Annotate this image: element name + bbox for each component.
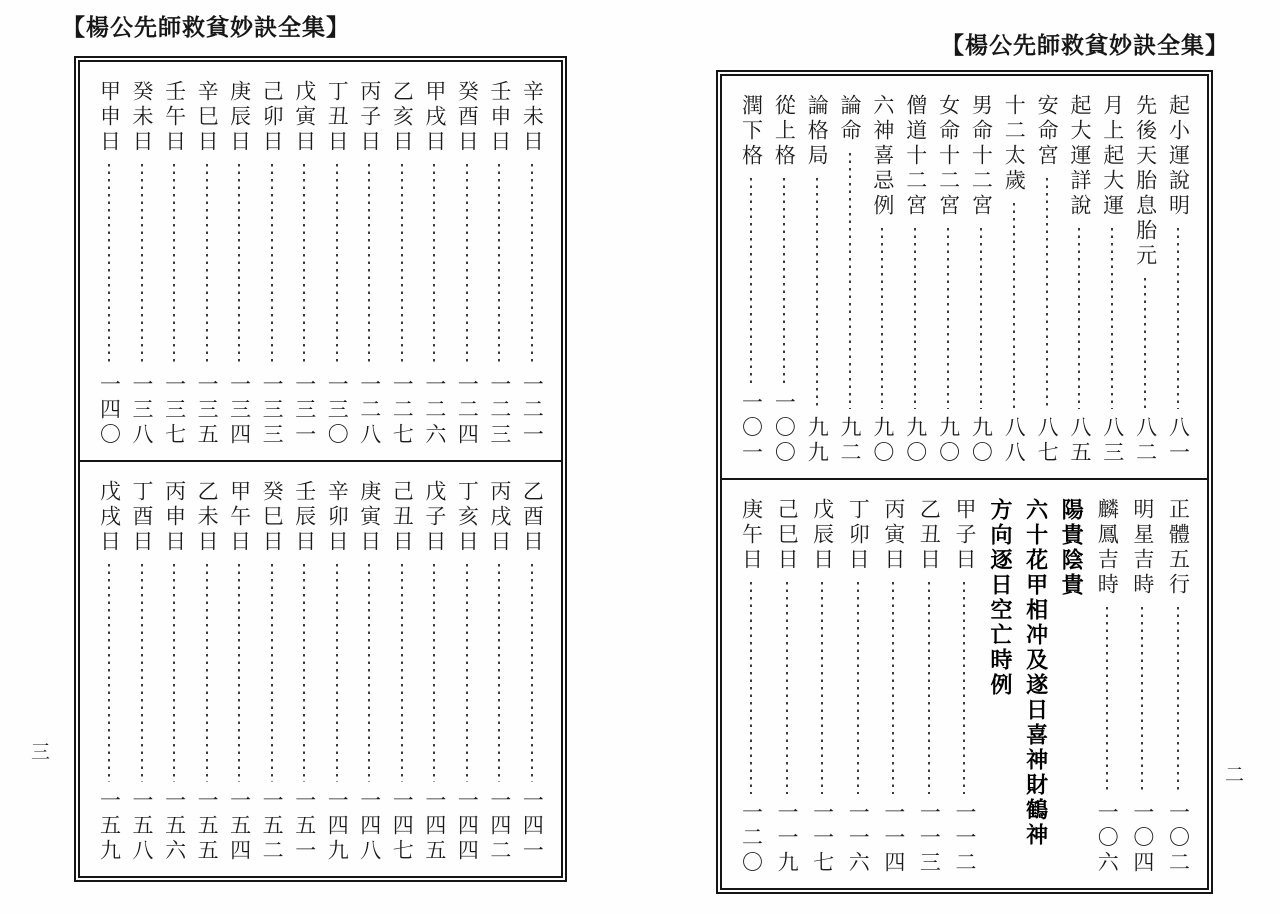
toc-entry (903, 94, 927, 466)
toc-entry-page-number: 一四四 (455, 789, 480, 864)
toc-entry (772, 94, 796, 466)
dotted-leader (750, 582, 752, 794)
toc-entry-title: 戊辰日 (810, 498, 835, 573)
toc-entry-title: 壬辰日 (292, 480, 317, 555)
dotted-leader (271, 164, 273, 366)
toc-entry-title: 麟鳳吉時 (1095, 498, 1120, 598)
toc-entry (1166, 498, 1190, 876)
toc-entry-title: 六神喜忌例 (870, 94, 895, 219)
left-page-bottom-panel (80, 460, 561, 876)
dotted-leader (980, 228, 982, 409)
toc-entry-title: 癸未日 (130, 80, 155, 155)
toc-entry-title: 丙子日 (357, 80, 382, 155)
toc-entry (325, 80, 349, 448)
dotted-leader (433, 164, 435, 366)
book-title-header-right: 【楊公先師救貧妙訣全集】 (941, 33, 1229, 58)
toc-entry-page-number: 一四七 (390, 789, 415, 864)
toc-entry (739, 94, 763, 466)
dotted-leader (892, 582, 894, 794)
toc-entry-title: 壬午日 (162, 80, 187, 155)
toc-entry-title: 庚寅日 (357, 480, 382, 555)
dotted-leader (1013, 203, 1015, 409)
toc-entry-title: 甲戌日 (422, 80, 447, 155)
right-page-top-panel (722, 76, 1207, 478)
toc-entry-page-number: 一五二 (260, 789, 285, 864)
dotted-leader (1078, 228, 1080, 409)
toc-entry-page-number: 一一二 (952, 801, 977, 876)
toc-entry-page-number: 一五四 (227, 789, 252, 864)
dotted-leader (238, 164, 240, 366)
toc-entry-title: 丁卯日 (846, 498, 871, 573)
toc-entry-page-number: 一一三 (917, 801, 942, 876)
toc-entry-title: 庚午日 (739, 498, 764, 573)
toc-entry (227, 480, 251, 864)
toc-entry-page-number: 一二七 (390, 373, 415, 448)
toc-entry (1130, 498, 1154, 876)
toc-entry-title: 月上起大運 (1100, 94, 1125, 219)
toc-entry-title: 乙酉日 (520, 480, 545, 555)
dotted-leader (1177, 228, 1179, 409)
toc-entry (1024, 498, 1048, 876)
dotted-leader (336, 164, 338, 366)
dotted-leader (141, 564, 143, 782)
toc-entry-title: 安命宮 (1035, 94, 1060, 169)
toc-entry-page-number: 一一七 (810, 801, 835, 876)
toc-entry-title: 癸酉日 (455, 80, 480, 155)
toc-entry (1002, 94, 1026, 466)
toc-entry-title: 辛卯日 (325, 480, 350, 555)
toc-entry-page-number: 八八 (1002, 416, 1027, 466)
toc-entry-title: 戊子日 (422, 480, 447, 555)
toc-entry-title: 六十花甲相冲及遂日喜神財鶴神 (1023, 498, 1049, 848)
toc-entry (97, 480, 121, 864)
toc-entry-title: 丁亥日 (455, 480, 480, 555)
toc-entry-page-number: 一五八 (130, 789, 155, 864)
dotted-leader (963, 582, 965, 794)
toc-entry-title: 男命十二宮 (969, 94, 994, 219)
toc-entry (357, 80, 381, 448)
toc-entry-title: 丙申日 (162, 480, 187, 555)
toc-entry-title: 正體五行 (1166, 498, 1191, 598)
toc-entry-title: 己巳日 (775, 498, 800, 573)
toc-entry-title: 起大運詳說 (1067, 94, 1092, 219)
toc-entry-page-number: 一〇六 (1095, 801, 1120, 876)
toc-entry-title: 甲申日 (97, 80, 122, 155)
toc-entry-page-number: 八二 (1133, 416, 1158, 466)
toc-entry (130, 480, 154, 864)
dotted-leader (947, 228, 949, 409)
toc-entry-title: 己丑日 (390, 480, 415, 555)
toc-entry-title: 潤下格 (739, 94, 764, 169)
toc-entry-page-number: 一一四 (881, 801, 906, 876)
toc-entry-page-number: 九〇 (936, 416, 961, 466)
dotted-leader (303, 164, 305, 366)
toc-entry-page-number: 一二六 (422, 373, 447, 448)
toc-entry (805, 94, 829, 466)
toc-entry (838, 94, 862, 466)
dotted-leader (821, 582, 823, 794)
toc-entry-page-number: 一五一 (292, 789, 317, 864)
toc-entry (846, 498, 870, 876)
toc-entry-page-number: 一二一 (520, 373, 545, 448)
dotted-leader (498, 564, 500, 782)
toc-entry-page-number: 一五六 (162, 789, 187, 864)
toc-entry (260, 480, 284, 864)
dotted-leader (368, 564, 370, 782)
toc-entry (162, 480, 186, 864)
toc-entry-page-number: 一二八 (357, 373, 382, 448)
dotted-leader (531, 164, 533, 366)
toc-entry (952, 498, 976, 876)
dotted-leader (368, 164, 370, 366)
toc-entry (487, 480, 511, 864)
toc-entry (1059, 498, 1083, 876)
toc-entry (1067, 94, 1091, 466)
toc-entry-page-number: 一一六 (846, 801, 871, 876)
toc-entry-title: 辛未日 (520, 80, 545, 155)
dotted-leader (783, 178, 785, 384)
right-page-frame (716, 70, 1213, 894)
toc-entry-title: 戊戌日 (97, 480, 122, 555)
toc-entry (195, 480, 219, 864)
toc-entry-page-number: 一三八 (130, 373, 155, 448)
toc-entry (1100, 94, 1124, 466)
toc-entry-page-number: 九二 (838, 416, 863, 466)
toc-entry-page-number: 一〇二 (1166, 801, 1191, 876)
dotted-leader (303, 564, 305, 782)
toc-entry (487, 80, 511, 448)
toc-entry-title: 方向逐日空亡時例 (988, 498, 1014, 698)
toc-entry-page-number: 一二三 (487, 373, 512, 448)
toc-entry-page-number: 八三 (1100, 416, 1125, 466)
toc-entry-page-number: 一〇一 (739, 391, 764, 466)
dotted-leader (401, 164, 403, 366)
toc-entry-page-number: 一五五 (195, 789, 220, 864)
toc-entry (520, 80, 544, 448)
dotted-leader (238, 564, 240, 782)
toc-entry-page-number: 一四九 (325, 789, 350, 864)
toc-entry-title: 十二太歲 (1002, 94, 1027, 194)
toc-entry-title: 先後天胎息胎元 (1133, 94, 1158, 269)
toc-entry (422, 80, 446, 448)
toc-entry-title: 甲子日 (952, 498, 977, 573)
toc-entry-page-number: 九〇 (903, 416, 928, 466)
toc-entry (390, 480, 414, 864)
dotted-leader (816, 178, 818, 409)
toc-entry (97, 80, 121, 448)
toc-entry-page-number: 一三〇 (325, 373, 350, 448)
dotted-leader (750, 178, 752, 384)
toc-entry (162, 80, 186, 448)
toc-entry-page-number: 一一九 (775, 801, 800, 876)
toc-entry-page-number: 一二〇 (739, 801, 764, 876)
dotted-leader (141, 164, 143, 366)
right-page-bottom-panel (722, 478, 1207, 888)
dotted-leader (1106, 607, 1108, 794)
toc-entry-title: 從上格 (772, 94, 797, 169)
left-page-folio-number: 三 (31, 742, 53, 763)
toc-entry (775, 498, 799, 876)
toc-entry-title: 論格局 (805, 94, 830, 169)
toc-entry (1035, 94, 1059, 466)
toc-entry (260, 80, 284, 448)
toc-entry (325, 480, 349, 864)
toc-entry (195, 80, 219, 448)
toc-entry-page-number: 一三一 (292, 373, 317, 448)
toc-entry (936, 94, 960, 466)
toc-entry-page-number: 八七 (1035, 416, 1060, 466)
toc-entry-page-number: 九〇 (870, 416, 895, 466)
toc-entry-title: 乙亥日 (390, 80, 415, 155)
toc-entry (739, 498, 763, 876)
toc-entry (422, 480, 446, 864)
toc-entry-page-number: 一五九 (97, 789, 122, 864)
toc-entry-page-number: 一四八 (357, 789, 382, 864)
dotted-leader (857, 582, 859, 794)
toc-entry-page-number: 八一 (1166, 416, 1191, 466)
dotted-leader (173, 164, 175, 366)
toc-entry (917, 498, 941, 876)
dotted-leader (271, 564, 273, 782)
toc-entry (455, 480, 479, 864)
toc-entry-page-number: 一三五 (195, 373, 220, 448)
dotted-leader (466, 164, 468, 366)
toc-entry (810, 498, 834, 876)
dotted-leader (466, 564, 468, 782)
toc-entry-title: 丙戌日 (487, 480, 512, 555)
dotted-leader (1046, 178, 1048, 409)
toc-entry-title: 明星吉時 (1130, 498, 1155, 598)
toc-entry-page-number: 一〇〇 (772, 391, 797, 466)
toc-entry (292, 80, 316, 448)
toc-entry (881, 498, 905, 876)
toc-entry-page-number: 一三四 (227, 373, 252, 448)
dotted-leader (498, 164, 500, 366)
toc-entry-page-number: 一四〇 (97, 373, 122, 448)
toc-entry (227, 80, 251, 448)
dotted-leader (206, 164, 208, 366)
toc-entry (988, 498, 1012, 876)
toc-entry-title: 癸巳日 (260, 480, 285, 555)
toc-entry-title: 庚辰日 (227, 80, 252, 155)
toc-entry-title: 陽貴陰貴 (1059, 498, 1085, 598)
toc-entry-page-number: 一三七 (162, 373, 187, 448)
toc-entry (357, 480, 381, 864)
dotted-leader (433, 564, 435, 782)
right-page-folio-number: 二 (1225, 765, 1247, 786)
toc-entry-title: 辛巳日 (195, 80, 220, 155)
toc-entry-title: 丁酉日 (130, 480, 155, 555)
toc-entry-title: 起小運說明 (1166, 94, 1191, 219)
toc-entry-page-number: 一二四 (455, 373, 480, 448)
left-page-frame (74, 56, 567, 882)
dotted-leader (849, 153, 851, 409)
dotted-leader (928, 582, 930, 794)
book-title-header-left: 【楊公先師救貧妙訣全集】 (62, 15, 350, 40)
toc-entry-title: 己卯日 (260, 80, 285, 155)
dotted-leader (1141, 607, 1143, 794)
dotted-leader (401, 564, 403, 782)
toc-entry-title: 甲午日 (227, 480, 252, 555)
dotted-leader (108, 164, 110, 366)
toc-entry (292, 480, 316, 864)
toc-entry-title: 論命 (838, 94, 863, 144)
dotted-leader (336, 564, 338, 782)
toc-entry-title: 丙寅日 (881, 498, 906, 573)
left-page-top-panel (80, 62, 561, 460)
toc-entry-page-number: 九〇 (969, 416, 994, 466)
dotted-leader (173, 564, 175, 782)
toc-entry-title: 壬申日 (487, 80, 512, 155)
toc-entry (390, 80, 414, 448)
toc-entry-title: 丁丑日 (325, 80, 350, 155)
dotted-leader (531, 564, 533, 782)
toc-entry (1095, 498, 1119, 876)
dotted-leader (108, 564, 110, 782)
toc-entry (130, 80, 154, 448)
toc-entry (969, 94, 993, 466)
toc-entry-page-number: 一四二 (487, 789, 512, 864)
dotted-leader (1111, 228, 1113, 409)
toc-entry (455, 80, 479, 448)
toc-entry-page-number: 一四五 (422, 789, 447, 864)
toc-entry-title: 乙未日 (195, 480, 220, 555)
toc-entry (1166, 94, 1190, 466)
toc-entry-page-number: 一三三 (260, 373, 285, 448)
toc-entry-page-number: 一〇四 (1130, 801, 1155, 876)
toc-entry-title: 戊寅日 (292, 80, 317, 155)
dotted-leader (881, 228, 883, 409)
dotted-leader (1144, 278, 1146, 409)
toc-entry (520, 480, 544, 864)
toc-entry (1133, 94, 1157, 466)
dotted-leader (786, 582, 788, 794)
dotted-leader (206, 564, 208, 782)
toc-entry-page-number: 一四一 (520, 789, 545, 864)
toc-entry-title: 乙丑日 (917, 498, 942, 573)
dotted-leader (914, 228, 916, 409)
toc-entry-page-number: 九九 (805, 416, 830, 466)
dotted-leader (1177, 607, 1179, 794)
toc-entry-title: 僧道十二宮 (903, 94, 928, 219)
toc-entry (870, 94, 894, 466)
toc-entry-title: 女命十二宮 (936, 94, 961, 219)
toc-entry-page-number: 八五 (1067, 416, 1092, 466)
